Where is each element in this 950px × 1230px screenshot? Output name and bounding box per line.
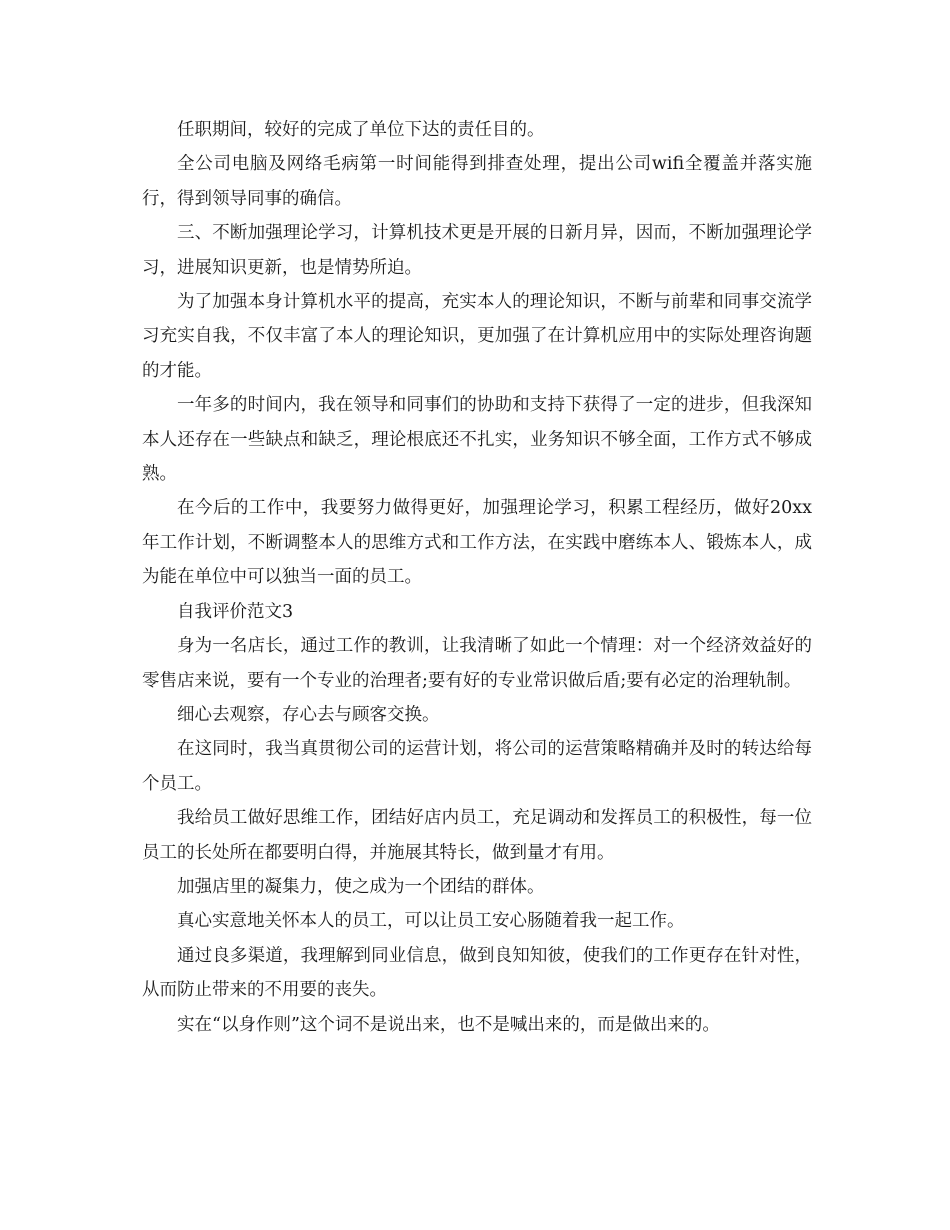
paragraph: 细心去观察，存心去与顾客交换。 <box>177 704 440 725</box>
paragraph: 在今后的工作中，我要努力做得更好，加强理论学习，积累工程经历，做好20xx年工作计划，不断调整本人的思维方式和工作方法，在实践中磨练本人、锻炼本人，成为能在单位中可以独当一面的员工。 <box>142 498 812 588</box>
paragraph: 我给员工做好思维工作，团结好店内员工，充足调动和发挥员工的积极性，每一位员工的长处所在都要明白得，并施展其特长，做到量才有用。 <box>142 808 812 863</box>
paragraph: 真心实意地关怀本人的员工，可以让员工安心肠随着我一起工作。 <box>177 911 685 932</box>
paragraph: 在这同时，我当真贯彻公司的运营计划，将公司的运营策略精确并及时的转达给每个员工。 <box>142 739 812 794</box>
paragraph: 实在“以身作则”这个词不是说出来，也不是喊出来的，而是做出来的。 <box>177 1014 720 1035</box>
document-body <box>142 113 812 1042</box>
section-heading: 自我评价范文3 <box>177 601 294 622</box>
paragraph: 任职期间，较好的完成了单位下达的责任目的。 <box>177 120 545 140</box>
paragraph: 加强店里的凝集力，使之成为一个团结的群体。 <box>177 876 545 897</box>
paragraph: 为了加强本身计算机水平的提高，充实本人的理论知识，不断与前辈和同事交流学习充实自我，不仅丰富了本人的理论知识，更加强了在计算机应用中的实际处理咨询题的才能。 <box>142 292 812 381</box>
paragraph: 全公司电脑及网络毛病第一时间能得到排查处理，提出公司wifi全覆盖并落实施行，得到领导同事的确信。 <box>142 154 812 209</box>
paragraph: 通过良多渠道，我理解到同业信息，做到良知知彼，使我们的工作更存在针对性，从而防止带来的不用要的丧失。 <box>142 945 812 1001</box>
paragraph: 三、不断加强理论学习，计算机技术更是开展的日新月异，因而，不断加强理论学习，进展知识更新，也是情势所迫。 <box>142 223 812 278</box>
paragraph: 身为一名店长，通过工作的教训，让我清晰了如此一个情理：对一个经济效益好的零售店来说，要有一个专业的治理者;要有好的专业常识做后盾;要有必定的治理轨制。 <box>142 636 812 691</box>
paragraph: 一年多的时间内，我在领导和同事们的协助和支持下获得了一定的进步，但我深知本人还存在一些缺点和缺乏，理论根底还不扎实，业务知识不够全面，工作方式不够成熟。 <box>142 395 812 485</box>
